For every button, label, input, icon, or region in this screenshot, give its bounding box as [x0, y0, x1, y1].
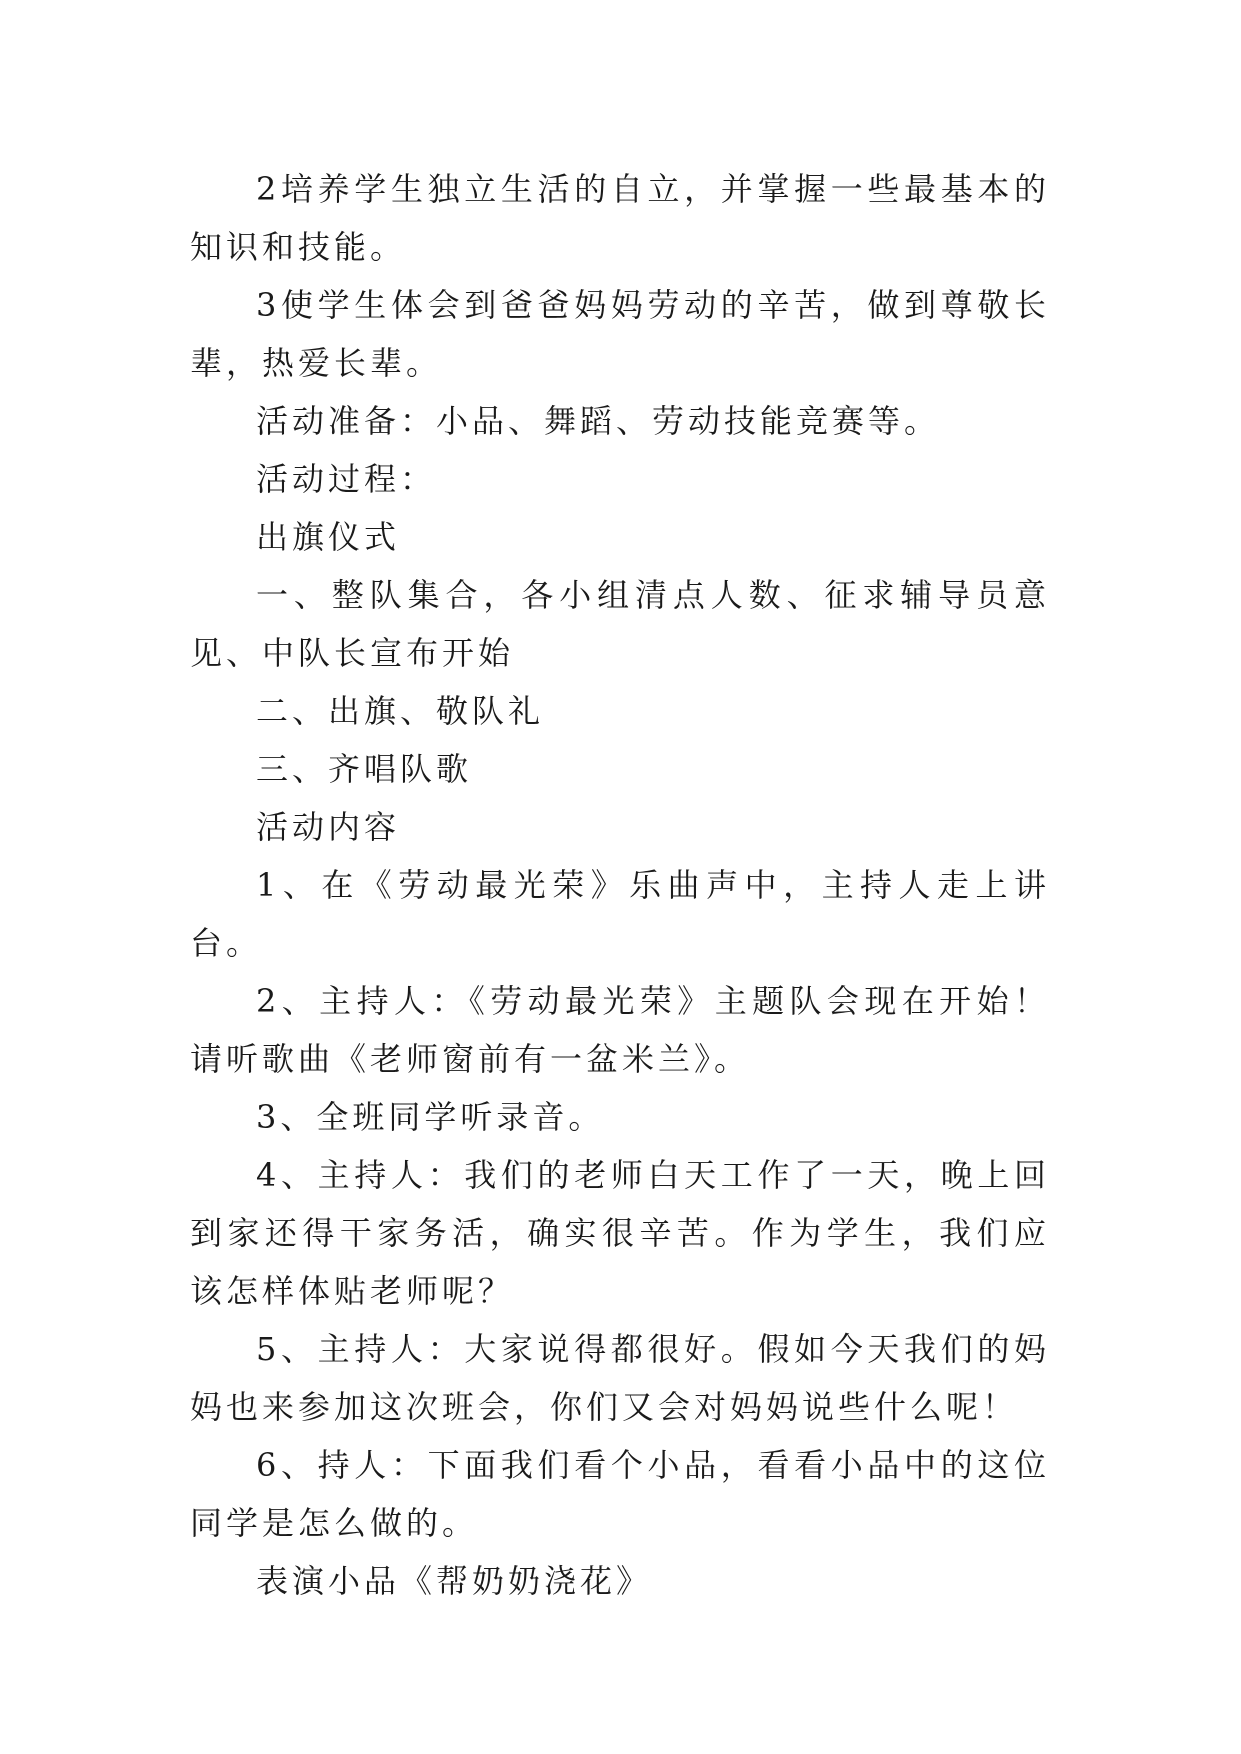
paragraph-item-6: 6、持人：下面我们看个小品，看看小品中的这位同学是怎么做的。: [190, 1446, 1050, 1542]
paragraph-step-3: 三、齐唱队歌: [256, 750, 473, 788]
paragraph-item-4: 4、主持人：我们的老师白天工作了一天，晚上回到家还得干家务活，确实很辛苦。作为学生，我们应该怎样体贴老师呢？: [190, 1156, 1050, 1310]
paragraph-item-1: 1、在《劳动最光荣》乐曲声中，主持人走上讲台。: [190, 866, 1050, 962]
paragraph-item-2: 2、主持人：《劳动最光荣》主题队会现在开始！请听歌曲《老师窗前有一盆米兰》。: [190, 982, 1050, 1078]
paragraph-preparation: 活动准备：小品、舞蹈、劳动技能竞赛等。: [256, 402, 941, 440]
paragraph-process-heading: 活动过程：: [256, 460, 437, 498]
paragraph-item-3: 3、全班同学听录音。: [256, 1098, 605, 1136]
paragraph-objective-3: 3使学生体会到爸爸妈妈劳动的辛苦，做到尊敬长辈，热爱长辈。: [190, 286, 1050, 382]
paragraph-step-2: 二、出旗、敬队礼: [256, 692, 545, 730]
paragraph-item-5: 5、主持人：大家说得都很好。假如今天我们的妈妈也来参加这次班会，你们又会对妈妈说些什么呢！: [190, 1330, 1050, 1426]
paragraph-flag-ceremony: 出旗仪式: [256, 518, 401, 556]
paragraph-skit: 表演小品《帮奶奶浇花》: [256, 1562, 653, 1600]
paragraph-content-heading: 活动内容: [256, 808, 401, 846]
document-body: [190, 160, 1050, 1610]
paragraph-objective-2: 2培养学生独立生活的自立，并掌握一些最基本的知识和技能。: [190, 170, 1050, 266]
paragraph-step-1: 一、整队集合，各小组清点人数、征求辅导员意见、中队长宣布开始: [190, 576, 1050, 672]
